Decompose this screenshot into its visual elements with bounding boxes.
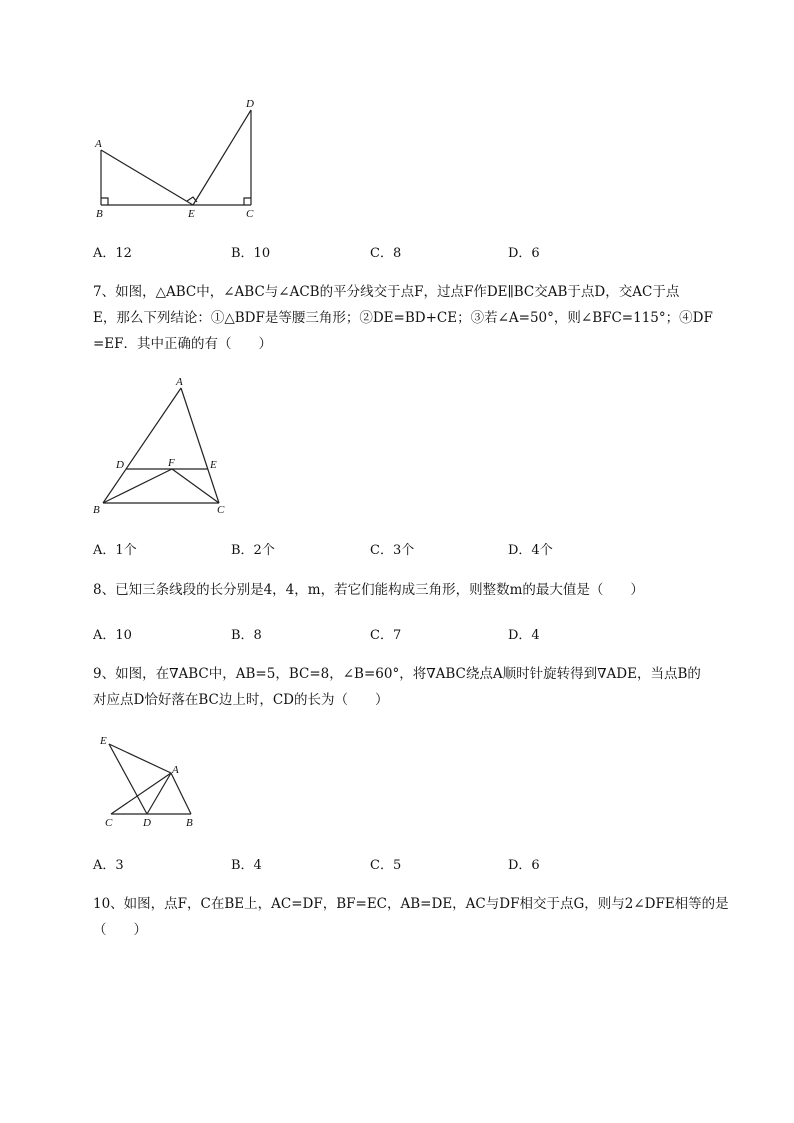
q9-option-b: B．4 [231, 858, 262, 873]
q7-option-d: D．4个 [508, 543, 553, 558]
q9-option-d: D．6 [508, 858, 540, 873]
q10-line-2: （ ） [93, 922, 147, 938]
label-d: D [143, 817, 151, 829]
label-b: B [186, 817, 193, 829]
q8-option-a: A．10 [93, 628, 132, 643]
q7-option-c: C．3个 [370, 543, 415, 558]
segment-ab [171, 773, 191, 814]
q6-option-a: A．12 [93, 246, 132, 261]
label-a: A [176, 376, 183, 388]
q7-line-1: 7、如图，△ABC中，∠ABC与∠ACB的平分线交于点F，过点F作DE∥BC交AB于点D，交AC于点 [93, 284, 680, 300]
q9-line-2: 对应点D恰好落在BC边上时，CD的长为（ ） [93, 692, 389, 708]
q8-option-d: D．4 [508, 628, 540, 643]
label-a: A [95, 138, 102, 150]
q9-option-a: A．3 [93, 858, 124, 873]
label-e: E [188, 208, 195, 220]
label-d: D [116, 459, 124, 471]
q7-option-a: A．1个 [93, 543, 137, 558]
q6-option-b: B．10 [231, 246, 271, 261]
q7-line-3: =EF．其中正确的有（ ） [93, 336, 273, 352]
label-e: E [100, 735, 107, 747]
q6-option-d: D．6 [508, 246, 540, 261]
q8-option-b: B．8 [231, 628, 262, 643]
label-f: F [168, 457, 175, 469]
label-e: E [210, 459, 217, 471]
label-b: B [93, 504, 100, 516]
q7-line-2: E，那么下列结论：①△BDF是等腰三角形；②DE=BD+CE；③若∠A=50°，则∠BFC=115°；④DF [93, 310, 713, 326]
label-a: A [172, 764, 179, 776]
segment-da [147, 773, 171, 814]
q7-option-b: B．2个 [231, 543, 275, 558]
label-b: B [96, 208, 103, 220]
label-c: C [217, 504, 225, 516]
label-d: D [246, 98, 254, 110]
segment-ca [111, 773, 171, 814]
segment-ed [109, 744, 147, 814]
q10-line-1: 10、如图，点F，C在BE上，AC=DF，BF=EC，AB=DE，AC与DF相交于点G，则与2∠DFE相等的是 [93, 896, 729, 912]
q6-option-c: C．8 [370, 246, 402, 261]
label-c: C [105, 817, 113, 829]
label-c: C [246, 208, 254, 220]
q9-line-1: 9、如图，在∇ABC中，AB=5，BC=8，∠B=60°，将∇ABC绕点A顺时针旋转得到∇ADE，当点B的 [93, 666, 701, 682]
q8-option-c: C．7 [370, 628, 402, 643]
segment-ea [109, 744, 171, 773]
q8-line-1: 8、已知三条线段的长分别是4，4，m，若它们能构成三角形，则整数m的最大值是（ ） [93, 582, 644, 598]
q9-option-c: C．5 [370, 858, 402, 873]
